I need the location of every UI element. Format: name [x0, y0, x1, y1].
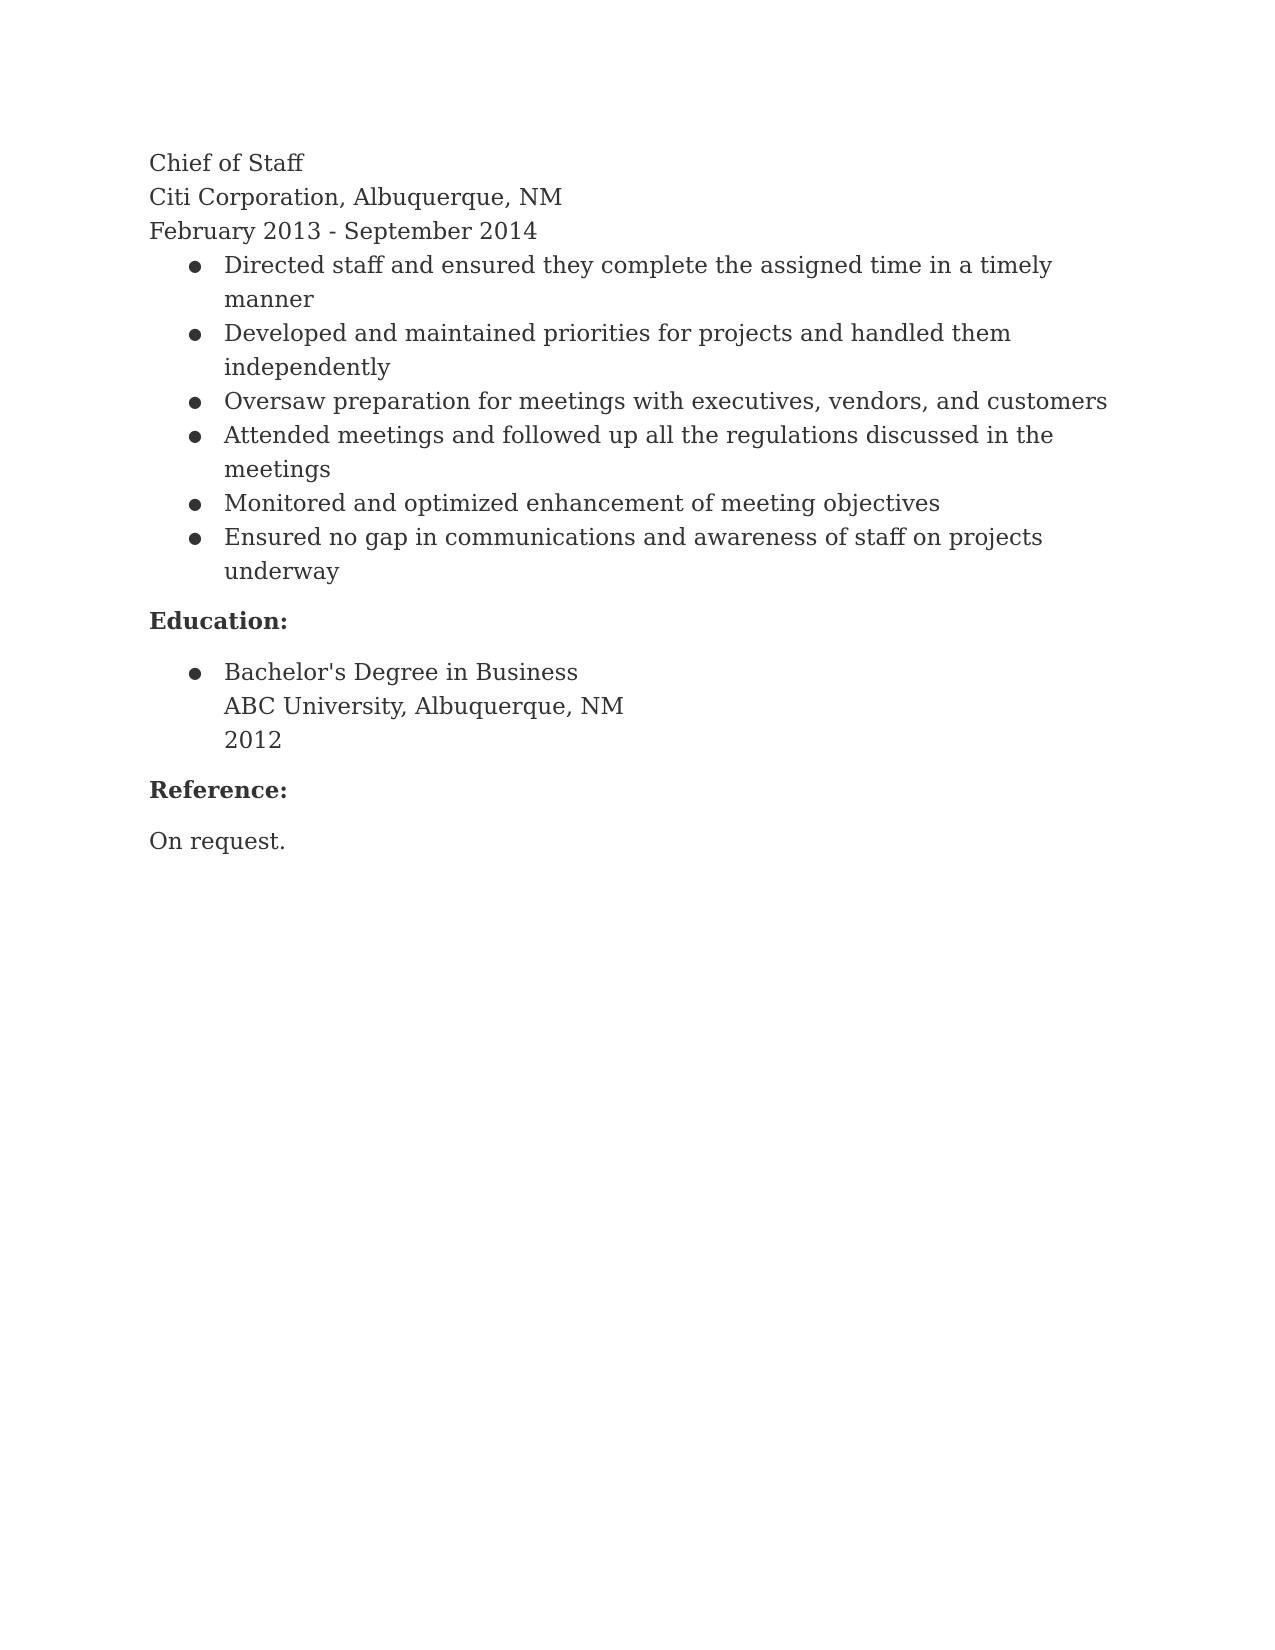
- bullet-icon: ●: [188, 324, 202, 343]
- list-item: [149, 317, 1014, 385]
- resume-page: [149, 147, 1129, 859]
- reference-text: On request.: [149, 829, 287, 855]
- bullet-icon: ●: [188, 426, 202, 445]
- school-name: ABC University, Albuquerque, NM: [224, 694, 625, 720]
- list-item: [149, 249, 1129, 317]
- reference-heading: Reference:: [149, 777, 288, 804]
- bullet-icon: ●: [188, 494, 202, 513]
- list-item: [149, 385, 1129, 419]
- education-list: [149, 656, 1129, 758]
- job-duties-list: [149, 249, 1129, 589]
- duty-text: Developed and maintained priorities for projects and handled them independently: [224, 321, 1012, 381]
- graduation-year: 2012: [224, 728, 283, 754]
- bullet-icon: ●: [188, 392, 202, 411]
- list-item: [149, 419, 1129, 487]
- duty-text: Ensured no gap in communications and awareness of staff on projects underway: [224, 525, 1043, 585]
- duty-text: Attended meetings and followed up all the regulations discussed in the meetings: [224, 423, 1054, 483]
- duty-text: Directed staff and ensured they complete the assigned time in a timely manner: [224, 253, 1053, 313]
- degree-name: Bachelor's Degree in Business: [224, 660, 579, 686]
- job-title: Chief of Staff: [149, 151, 303, 177]
- list-item: [149, 521, 1129, 589]
- bullet-icon: ●: [188, 663, 202, 682]
- job-company: Citi Corporation, Albuquerque, NM: [149, 185, 563, 211]
- job-dates: February 2013 - September 2014: [149, 219, 538, 245]
- list-item: [149, 487, 1129, 521]
- bullet-icon: ●: [188, 528, 202, 547]
- list-item: [149, 656, 1129, 758]
- bullet-icon: ●: [188, 256, 202, 275]
- education-heading: Education:: [149, 608, 289, 635]
- duty-text: Oversaw preparation for meetings with executives, vendors, and customers: [224, 389, 1108, 415]
- duty-text: Monitored and optimized enhancement of meeting objectives: [224, 491, 941, 517]
